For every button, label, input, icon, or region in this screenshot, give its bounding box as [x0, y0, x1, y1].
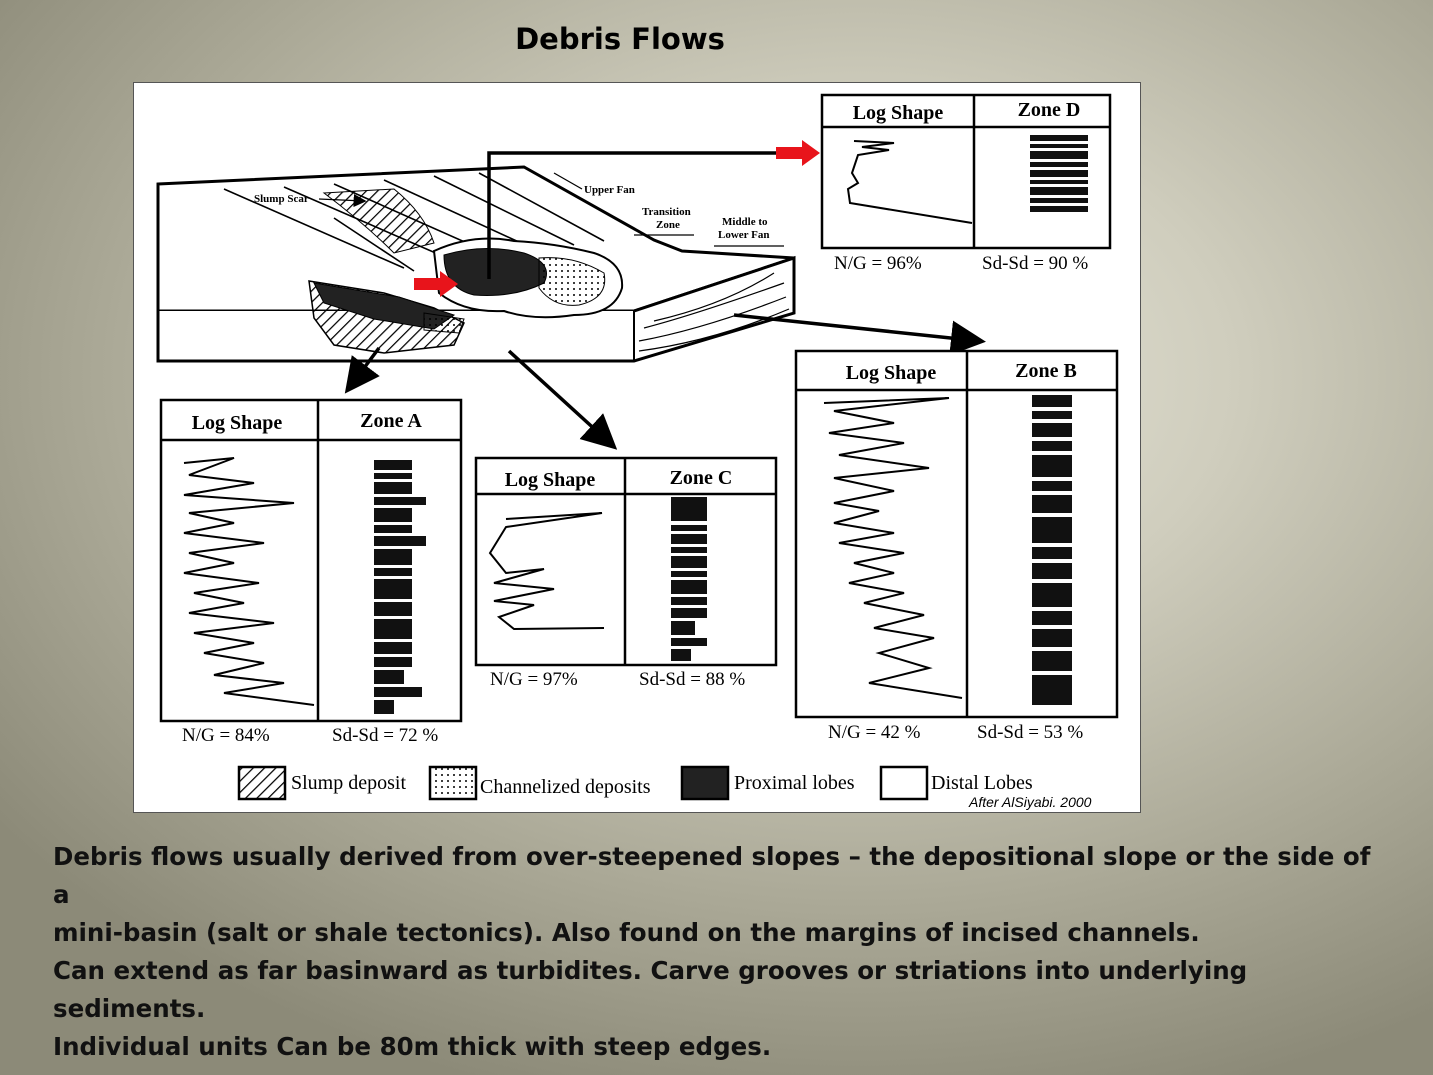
zone-d-zone-header: Zone D — [1017, 99, 1081, 121]
zone-a-ng: N/G = 84% — [182, 725, 270, 746]
slump-scar-label: Slump Scar — [254, 193, 309, 205]
fan-block-diagram — [158, 167, 794, 361]
legend-channelized-label: Channelized deposits — [480, 776, 651, 798]
zone-c-panel — [476, 458, 776, 690]
zone-a-zone-header: Zone A — [360, 410, 422, 432]
zone-d-sdsd: Sd-Sd = 90 % — [982, 253, 1089, 274]
legend-channelized-swatch — [430, 767, 476, 799]
upper-fan-label: Upper Fan — [584, 184, 635, 196]
zone-d-panel — [822, 95, 1110, 274]
zone-b-sdsd: Sd-Sd = 53 % — [977, 722, 1084, 743]
debris-flow-figure — [133, 82, 1141, 813]
paragraph-2 — [53, 952, 1393, 1066]
zone-b-zone-header: Zone B — [1015, 360, 1077, 382]
paragraph-1 — [53, 838, 1393, 952]
middle-lower-fan-label-2: Lower Fan — [718, 229, 770, 241]
zone-c-ng: N/G = 97% — [490, 669, 578, 690]
legend-proximal-swatch — [682, 767, 728, 799]
zone-c-sdsd: Sd-Sd = 88 % — [639, 669, 746, 690]
legend-slump-label: Slump deposit — [291, 772, 407, 794]
figure-credit: After AlSiyabi. 2000 — [969, 794, 1092, 810]
transition-zone-label: Transition — [642, 206, 691, 218]
paragraph-2-line-2: Individual units Can be 80m thick with steep edges. — [53, 1032, 772, 1061]
legend-distal-swatch — [881, 767, 927, 799]
legend-proximal-label: Proximal lobes — [734, 772, 855, 794]
zone-a-panel — [161, 400, 461, 746]
legend-slump-swatch — [239, 767, 285, 799]
legend — [239, 767, 1092, 810]
zone-d-ng: N/G = 96% — [834, 253, 922, 274]
slide-title: Debris Flows — [515, 22, 725, 56]
zone-d-log-header: Log Shape — [852, 102, 944, 124]
paragraph-2-line-1: Can extend as far basinward as turbidites. Carve grooves or striations into underlying sediments. — [53, 956, 1248, 1023]
zone-c-log-header: Log Shape — [504, 469, 596, 491]
zone-b-log-header: Log Shape — [845, 362, 937, 384]
zone-c-zone-header: Zone C — [669, 467, 733, 489]
zone-b-ng: N/G = 42 % — [828, 722, 921, 743]
middle-lower-fan-label: Middle to — [722, 216, 768, 228]
red-arrow-zone-d — [776, 140, 820, 166]
zone-a-sdsd: Sd-Sd = 72 % — [332, 725, 439, 746]
transition-zone-label-2: Zone — [656, 219, 680, 231]
paragraph-1-line-2: mini-basin (salt or shale tectonics). Also found on the margins of incised channels. — [53, 918, 1200, 947]
zone-b-panel — [796, 351, 1117, 743]
paragraph-1-line-1: Debris flows usually derived from over-steepened slopes – the depositional slope or the side of a — [53, 842, 1371, 909]
legend-distal-label: Distal Lobes — [931, 772, 1033, 794]
zone-a-log-header: Log Shape — [191, 412, 283, 434]
